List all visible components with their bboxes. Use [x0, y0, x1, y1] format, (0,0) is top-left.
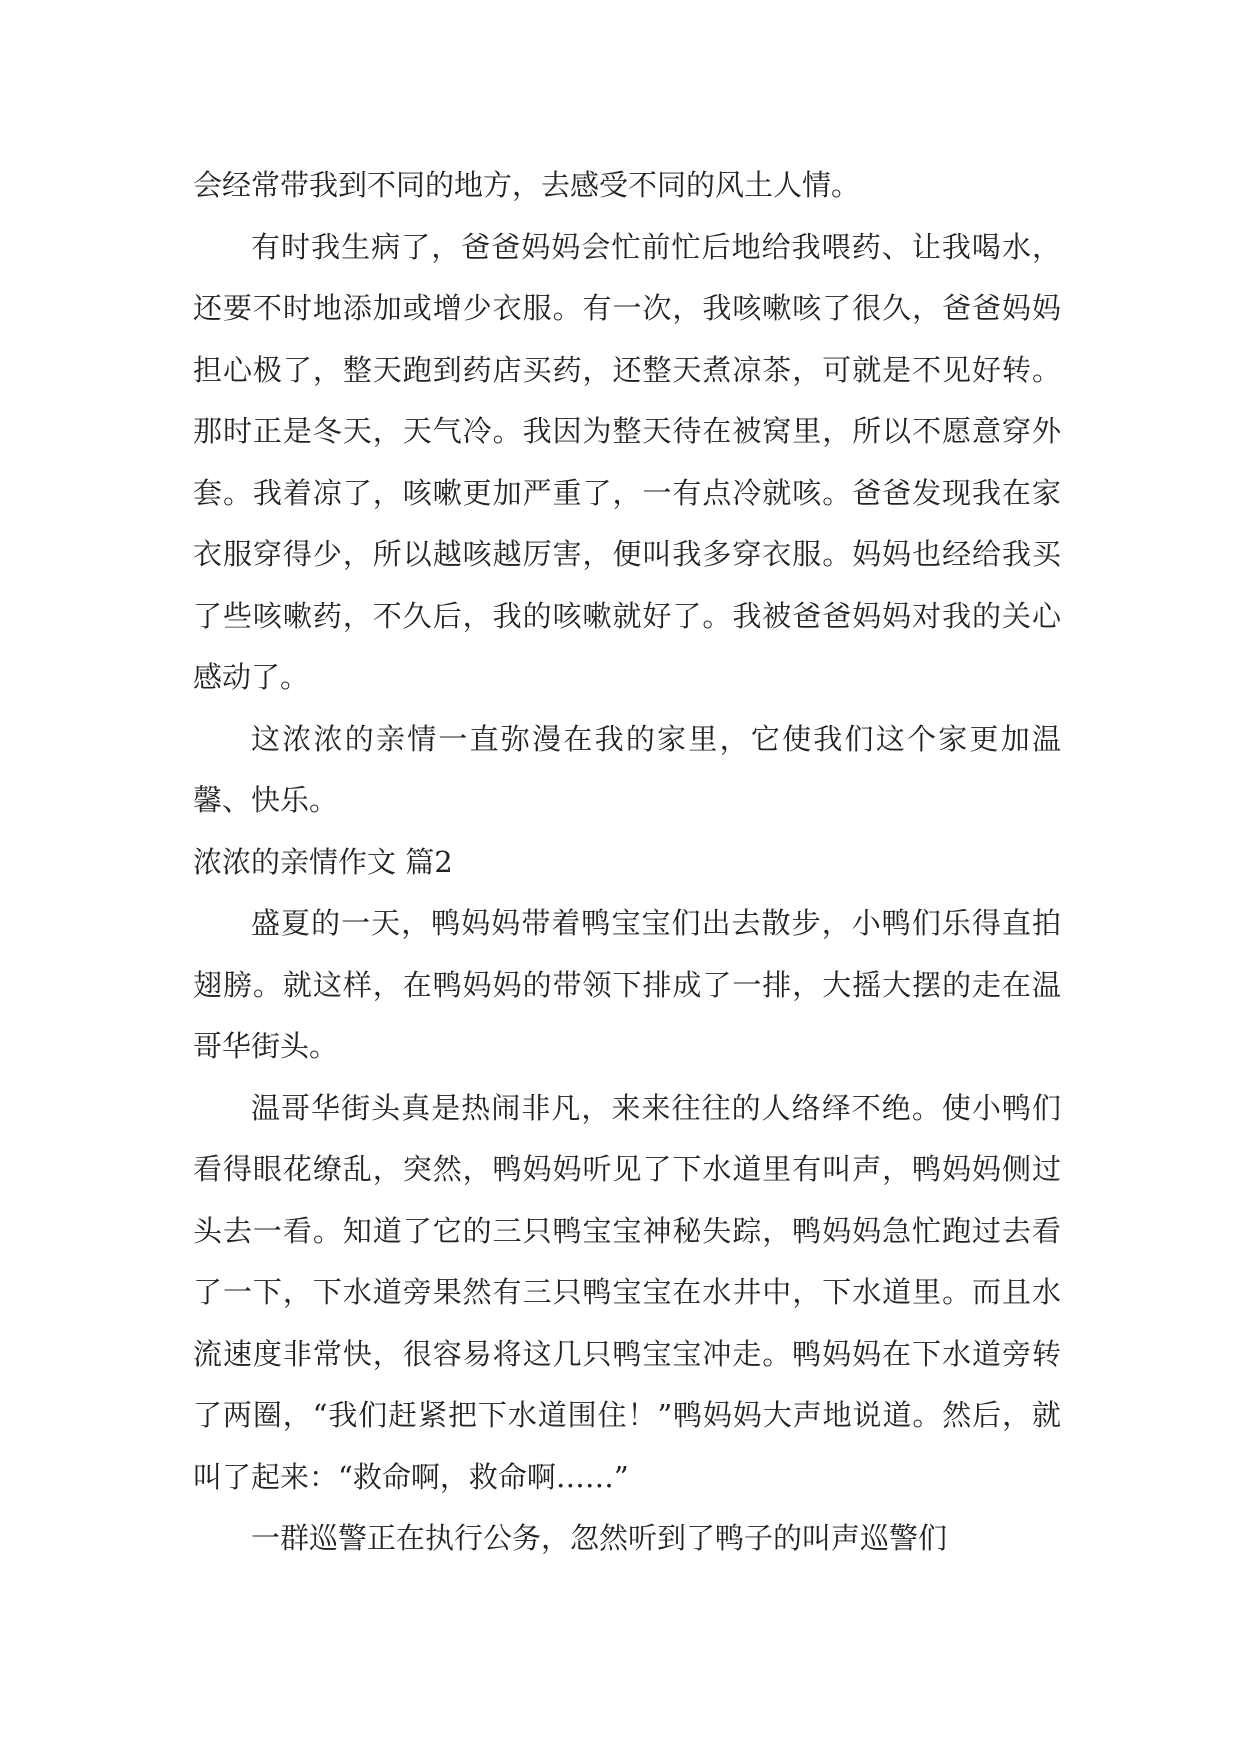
paragraph-police: 一群巡警正在执行公务，忽然听到了鸭子的叫声巡警们: [251, 1521, 948, 1555]
section-title: 浓浓的亲情作文 篇2: [193, 844, 453, 879]
paragraph-ducks-drain: 温哥华街头真是热闹非凡，来来往往的人络绎不绝。使小鸭们看得眼花缭乱，突然，鸭妈妈听见了下水道里有叫声，鸭妈妈侧过头去一看。知道了它的三只鸭宝宝神秘失踪，鸭妈妈急忙跑过去看了一下，下水道旁果然有三只鸭宝宝在水井中，下水道里。而且水流速度非常快，很容易将这几只鸭宝宝冲走。鸭妈妈在下水道旁转了两圈，“我们赶紧把下水道围住！”鸭妈妈大声地说道。然后，就叫了起来：“救命啊，救命啊……”: [193, 1090, 1061, 1494]
paragraph-conclusion: 这浓浓的亲情一直弥漫在我的家里，它使我们这个家更加温馨、快乐。: [193, 721, 1061, 817]
paragraph-illness: 有时我生病了，爸爸妈妈会忙前忙后地给我喂药、让我喝水，还要不时地添加或增少衣服。有一次，我咳嗽咳了很久，爸爸妈妈担心极了，整天跑到药店买药，还整天煮凉茶，可就是不见好转。那时正是冬天，天气冷。我因为整天待在被窝里，所以不愿意穿外套。我着凉了，咳嗽更加严重了，一有点冷就咳。爸爸发现我在家衣服穿得少，所以越咳越厉害，便叫我多穿衣服。妈妈也经给我买了些咳嗽药，不久后，我的咳嗽就好了。我被爸爸妈妈对我的关心感动了。: [193, 229, 1061, 694]
paragraph-ducks-walk: 盛夏的一天，鸭妈妈带着鸭宝宝们出去散步，小鸭们乐得直拍翅膀。就这样，在鸭妈妈的带领下排成了一排，大摇大摆的走在温哥华街头。: [193, 906, 1061, 1063]
paragraph-continued: 会经常带我到不同的地方，去感受不同的风土人情。: [193, 168, 861, 202]
document-body: [193, 155, 1061, 1570]
